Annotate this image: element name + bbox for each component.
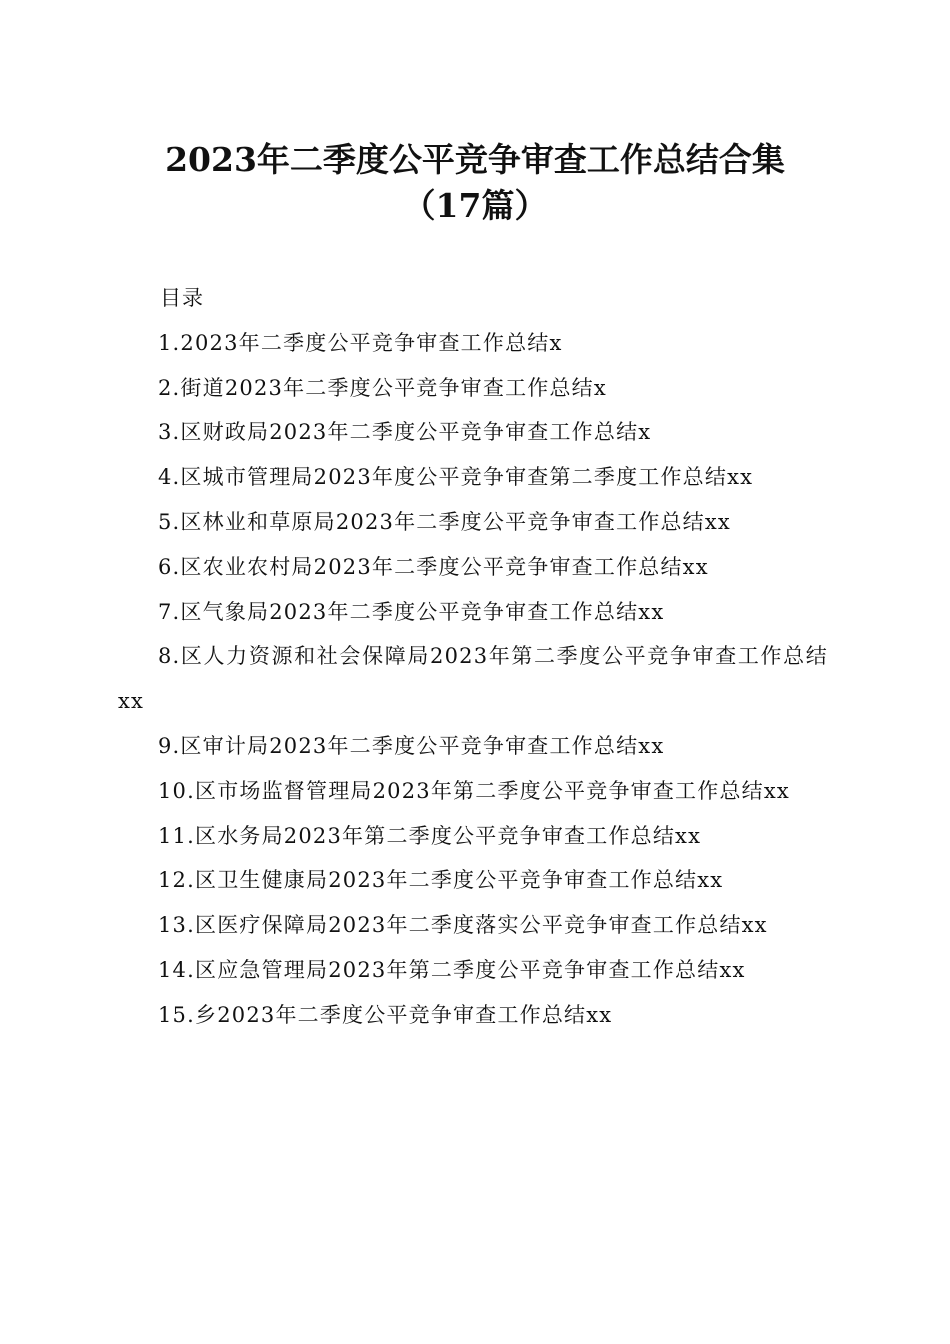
toc-item-11: 11.区水务局2023年第二季度公平竞争审查工作总结xx [158, 823, 702, 848]
toc-item-6: 6.区农业农村局2023年二季度公平竞争审查工作总结xx [158, 554, 709, 579]
toc-item-8: 8.区人力资源和社会保障局2023年第二季度公平竞争审查工作总结xx [118, 644, 828, 714]
table-of-contents [118, 276, 828, 1038]
toc-item-14: 14.区应急管理局2023年第二季度公平竞争审查工作总结xx [158, 957, 746, 982]
document-title: 2023年二季度公平竞争审查工作总结合集 [165, 140, 785, 179]
toc-item-9: 9.区审计局2023年二季度公平竞争审查工作总结xx [158, 733, 665, 758]
toc-item-12: 12.区卫生健康局2023年二季度公平竞争审查工作总结xx [158, 868, 724, 893]
toc-item-13: 13.区医疗保障局2023年二季度落实公平竞争审查工作总结xx [158, 913, 768, 938]
toc-item-15: 15.乡2023年二季度公平竞争审查工作总结xx [158, 1002, 613, 1027]
toc-item-5: 5.区林业和草原局2023年二季度公平竞争审查工作总结xx [158, 509, 731, 534]
toc-item-2: 2.街道2023年二季度公平竞争审查工作总结x [158, 375, 607, 400]
toc-heading: 目录 [160, 286, 204, 310]
toc-item-4: 4.区城市管理局2023年度公平竞争审查第二季度工作总结xx [158, 465, 754, 490]
toc-item-10: 10.区市场监督管理局2023年第二季度公平竞争审查工作总结xx [158, 778, 790, 803]
toc-item-1: 1.2023年二季度公平竞争审查工作总结x [158, 330, 563, 355]
document-title-count: （17篇） [402, 186, 548, 225]
toc-item-7: 7.区气象局2023年二季度公平竞争审查工作总结xx [158, 599, 665, 624]
toc-item-3: 3.区财政局2023年二季度公平竞争审查工作总结x [158, 420, 652, 445]
